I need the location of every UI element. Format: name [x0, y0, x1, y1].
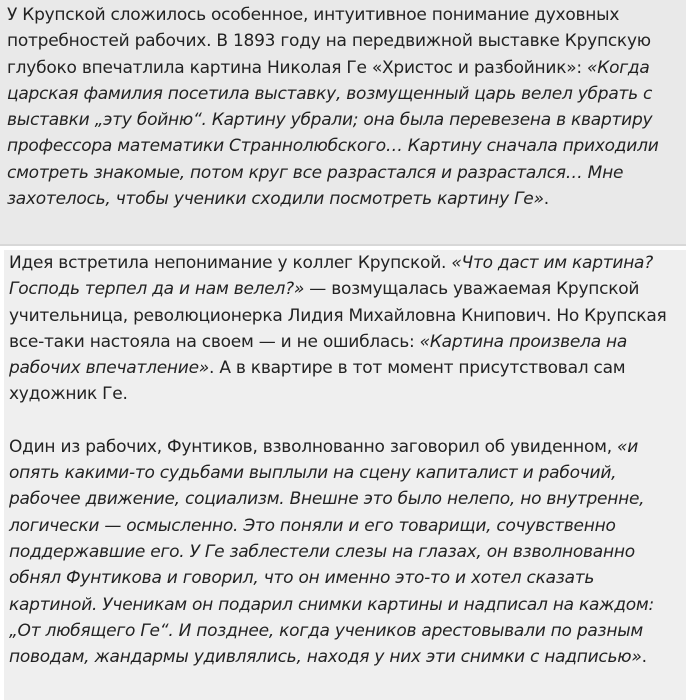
paragraph-3 [9, 434, 686, 671]
paragraph-1-text: У Крупской сложилось особенное, интуитивное понимание духовных потребностей рабочих. В 1893 году на передвижной выставке Крупскую глубоко впечатлила картина Николая Ге «Христос и разбойник»: [7, 5, 651, 78]
paragraph-3-end: . [641, 647, 647, 668]
paragraph-1-end: . [543, 189, 549, 210]
paragraph-2 [9, 250, 686, 408]
paragraph-2-text-b: — возмущалась уважаемая Крупской учительница, революционерка Лидия Михайловна Книпович. Но Крупская все-таки настояла на своем — и не ошиблась: [9, 279, 667, 352]
paragraph-3-quote: «и опять какими-то судьбами выплыли на сцену капиталист и рабочий, рабочее движение, социализм. Внешне это было нелепо, но внутренне, логически — осмысленно. Это поняли и его товарищи, сочувственно поддержавшие его. У Ге заблестели слезы на глазах, он взволнованно обнял Фунтикова и говорил, что он именно это-то и хотел сказать картиной. Ученикам он подарил снимки картины и надписал на каждом: „От любящего Ге“. И позднее, когда учеников арестовывали по разным поводам, жандармы удивлялись, находя у них эти снимки с надписью» [9, 436, 654, 668]
text-block-top [0, 0, 686, 246]
paragraph-2-text-a: Идея встретила непонимание у коллег Крупской. [9, 253, 452, 273]
paragraph-1-quote: «Когда царская фамилия посетила выставку, возмущенный царь велел убрать с выставки „эту бойню“. Картину убрали; она была перевезена в квартиру профессора математики Страннолюбского… Картину сначала приходили смотреть знакомые, потом круг все разрастался и разрастался… Мне захотелось, чтобы ученики сходили посмотреть картину Ге» [7, 57, 659, 210]
paragraph-gap [9, 408, 686, 434]
paragraph-2-quote-1: «Что даст им картина? Господь терпел да и нам велел?» [9, 253, 654, 300]
paragraph-2-text-c: . А в квартире в тот момент присутствовал сам художник Ге. [9, 358, 626, 405]
paragraph-3-text: Один из рабочих, Фунтиков, взволнованно заговорил об увиденном, [9, 436, 618, 457]
paragraph-1 [7, 2, 686, 212]
text-block-bottom [4, 250, 686, 700]
paragraph-2-quote-2: «Картина произвела на рабочих впечатление» [9, 331, 628, 379]
